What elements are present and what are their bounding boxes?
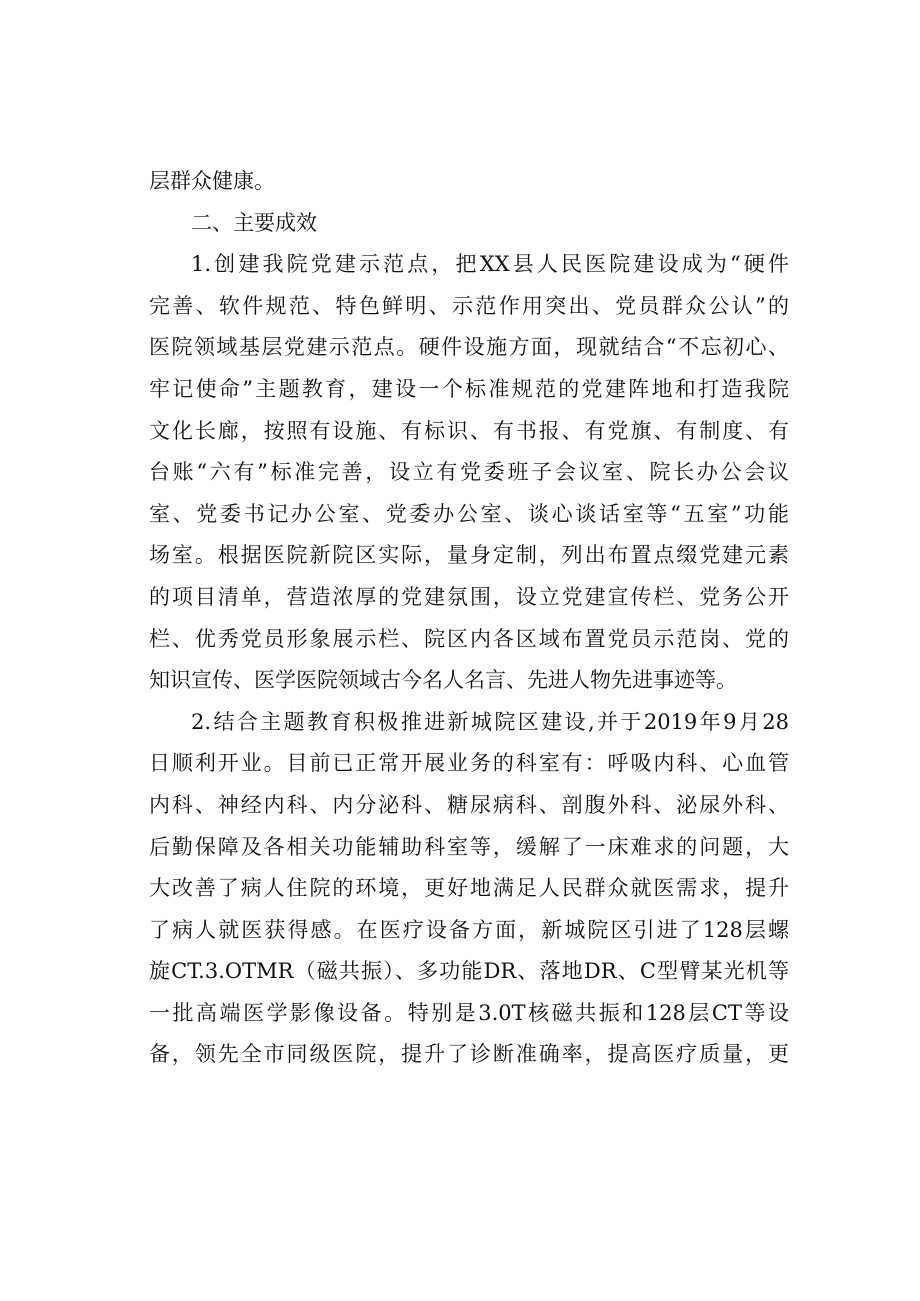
text-line: 医院领域基层党建示范点。硬件设施方面，现就结合“不忘初心、	[149, 335, 789, 360]
text-line: 层群众健康。	[149, 169, 275, 193]
paragraph-start: 2.结合主题教育积极推进新城院区建设,并于2019年9月28	[191, 709, 789, 734]
text-line: 后勤保障及各相关功能辅助科室等，缓解了一床难求的问题，大	[149, 834, 789, 859]
document-body	[149, 161, 789, 1076]
section-heading: 二、主要成效	[191, 210, 317, 235]
text-line: 室、党委书记办公室、党委办公室、谈心谈话室等“五室”功能	[149, 501, 789, 526]
text-line: 完善、软件规范、特色鲜明、示范作用突出、党员群众公认”的	[149, 293, 789, 318]
text-line: 台账“六有”标准完善，设立有党委班子会议室、院长办公会议	[149, 460, 789, 485]
text-line: 场室。根据医院新院区实际，量身定制，列出布置点缀党建元素	[149, 543, 789, 568]
text-line: 内科、神经内科、内分泌科、糖尿病科、剖腹外科、泌尿外科、	[149, 792, 789, 817]
text-line: 备，领先全市同级医院，提升了诊断准确率，提高医疗质量，更	[149, 1042, 789, 1067]
text-line: 栏、优秀党员形象展示栏、院区内各区域布置党员示范岗、党的	[149, 626, 789, 651]
text-line: 一批高端医学影像设备。特别是3.0T核磁共振和128层CT等设	[149, 1000, 789, 1025]
text-line: 文化长廊，按照有设施、有标识、有书报、有党旗、有制度、有	[149, 418, 789, 443]
text-line: 的项目清单，营造浓厚的党建氛围，设立党建宣传栏、党务公开	[149, 584, 789, 609]
text-line: 日顺利开业。目前已正常开展业务的科室有：呼吸内科、心血管	[149, 751, 789, 776]
text-line: 了病人就医获得感。在医疗设备方面，新城院区引进了128层螺	[149, 917, 789, 942]
paragraph-start: 1.创建我院党建示范点，把XX县人民医院建设成为“硬件	[191, 252, 789, 277]
text-line: 牢记使命”主题教育，建设一个标准规范的党建阵地和打造我院	[149, 376, 789, 401]
text-line: 旋CT.3.OTMR（磁共振）、多功能DR、落地DR、C型臂某光机等	[149, 959, 789, 984]
paragraph-end: 知识宣传、医学医院领域古今名人名言、先进人物先进事迹等。	[149, 668, 737, 693]
text-line: 大改善了病人住院的环境，更好地满足人民群众就医需求，提升	[149, 876, 789, 901]
